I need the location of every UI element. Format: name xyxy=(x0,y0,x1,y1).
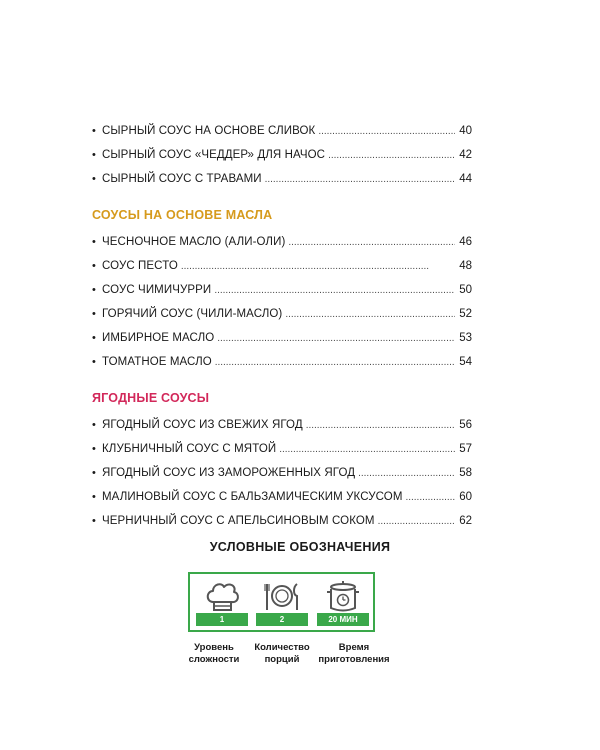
entry-title: ИМБИРНОЕ МАСЛО xyxy=(102,332,215,344)
toc-entry[interactable] xyxy=(92,355,472,370)
leader-dots xyxy=(285,307,455,322)
leader-dots xyxy=(406,490,455,505)
toc-entry[interactable] xyxy=(92,466,472,481)
bullet-icon: • xyxy=(92,284,96,296)
legend-tag-servings: 2 xyxy=(256,613,308,626)
entry-page: 52 xyxy=(459,308,472,320)
bullet-icon: • xyxy=(92,332,96,344)
entry-title: ЯГОДНЫЙ СОУС ИЗ СВЕЖИХ ЯГОД xyxy=(102,419,303,431)
entry-page: 50 xyxy=(459,284,472,296)
caption-time xyxy=(314,642,394,666)
leader-dots xyxy=(181,259,455,274)
toc-entry[interactable] xyxy=(92,307,472,322)
entry-page: 56 xyxy=(459,419,472,431)
entry-page: 53 xyxy=(459,332,472,344)
entry-page: 58 xyxy=(459,467,472,479)
legend-title: УСЛОВНЫЕ ОБОЗНАЧЕНИЯ xyxy=(209,540,391,554)
leader-dots xyxy=(328,148,455,163)
bullet-icon: • xyxy=(92,125,96,137)
caption-line: порций xyxy=(264,654,300,665)
entry-page: 60 xyxy=(459,491,472,503)
entry-page: 54 xyxy=(459,356,472,368)
pot-timer-icon xyxy=(323,578,363,616)
entry-page: 44 xyxy=(459,173,472,185)
toc-entry[interactable] xyxy=(92,259,472,274)
bullet-icon: • xyxy=(92,260,96,272)
leader-dots xyxy=(306,418,455,433)
bullet-icon: • xyxy=(92,467,96,479)
bullet-icon: • xyxy=(92,515,96,527)
entry-title: СЫРНЫЙ СОУС НА ОСНОВЕ СЛИВОК xyxy=(102,125,316,137)
bullet-icon: • xyxy=(92,356,96,368)
bullet-icon: • xyxy=(92,419,96,431)
caption-line: Уровень xyxy=(194,642,234,653)
entry-page: 40 xyxy=(459,125,472,137)
bullet-icon: • xyxy=(92,173,96,185)
legend-tag-difficulty: 1 xyxy=(196,613,248,626)
legend-box xyxy=(188,572,375,632)
toc-entry[interactable] xyxy=(92,124,472,139)
toc-group-berry xyxy=(92,390,472,529)
toc-group-cheese xyxy=(92,124,472,187)
bullet-icon: • xyxy=(92,149,96,161)
toc-entry[interactable] xyxy=(92,442,472,457)
toc-entry[interactable] xyxy=(92,514,472,529)
section-heading: СОУСЫ НА ОСНОВЕ МАСЛА xyxy=(92,208,273,222)
section-heading: ЯГОДНЫЕ СОУСЫ xyxy=(92,391,210,405)
leader-dots xyxy=(358,466,455,481)
leader-dots xyxy=(215,355,455,370)
leader-dots xyxy=(288,235,455,250)
leader-dots xyxy=(378,514,455,529)
bullet-icon: • xyxy=(92,308,96,320)
legend-tag-time: 20 МИН xyxy=(317,613,369,626)
entry-title: КЛУБНИЧНЫЙ СОУС С МЯТОЙ xyxy=(102,443,277,455)
leader-dots xyxy=(217,331,455,346)
entry-title: ЯГОДНЫЙ СОУС ИЗ ЗАМОРОЖЕННЫХ ЯГОД xyxy=(102,467,356,479)
toc-entry[interactable] xyxy=(92,418,472,433)
legend-difficulty xyxy=(196,574,248,630)
caption-line: сложности xyxy=(188,654,240,665)
chef-hat-icon xyxy=(202,578,242,616)
entry-title: МАЛИНОВЫЙ СОУС С БАЛЬЗАМИЧЕСКИМ УКСУСОМ xyxy=(102,491,403,503)
bullet-icon: • xyxy=(92,491,96,503)
entry-title: СЫРНЫЙ СОУС «ЧЕДДЕР» ДЛЯ НАЧОС xyxy=(102,149,326,161)
legend-time xyxy=(317,574,369,630)
toc-entry[interactable] xyxy=(92,235,472,250)
leader-dots xyxy=(318,124,455,139)
leader-dots xyxy=(214,283,455,298)
table-of-contents xyxy=(92,124,472,538)
toc-entry[interactable] xyxy=(92,148,472,163)
entry-title: СОУС ЧИМИЧУРРИ xyxy=(102,284,212,296)
entry-title: ТОМАТНОЕ МАСЛО xyxy=(102,356,212,368)
toc-entry[interactable] xyxy=(92,283,472,298)
leader-dots xyxy=(279,442,455,457)
entry-title: ЧЕСНОЧНОЕ МАСЛО (АЛИ-ОЛИ) xyxy=(102,236,286,248)
entry-title: ГОРЯЧИЙ СОУС (ЧИЛИ-МАСЛО) xyxy=(102,308,283,320)
entry-title: ЧЕРНИЧНЫЙ СОУС С АПЕЛЬСИНОВЫМ СОКОМ xyxy=(102,515,375,527)
caption-servings xyxy=(242,642,322,666)
caption-line: Количество xyxy=(254,642,310,653)
entry-page: 48 xyxy=(459,260,472,272)
entry-page: 42 xyxy=(459,149,472,161)
caption-line: Время xyxy=(338,642,370,653)
caption-line: приготовления xyxy=(318,654,390,665)
entry-page: 57 xyxy=(459,443,472,455)
bullet-icon: • xyxy=(92,443,96,455)
entry-title: СЫРНЫЙ СОУС С ТРАВАМИ xyxy=(102,173,262,185)
leader-dots xyxy=(265,172,455,187)
toc-entry[interactable] xyxy=(92,331,472,346)
entry-title: СОУС ПЕСТО xyxy=(102,260,178,272)
legend-servings xyxy=(256,574,308,630)
toc-entry[interactable] xyxy=(92,490,472,505)
entry-page: 46 xyxy=(459,236,472,248)
toc-group-butter xyxy=(92,207,472,370)
plate-cutlery-icon xyxy=(262,578,302,616)
entry-page: 62 xyxy=(459,515,472,527)
toc-entry[interactable] xyxy=(92,172,472,187)
bullet-icon: • xyxy=(92,236,96,248)
